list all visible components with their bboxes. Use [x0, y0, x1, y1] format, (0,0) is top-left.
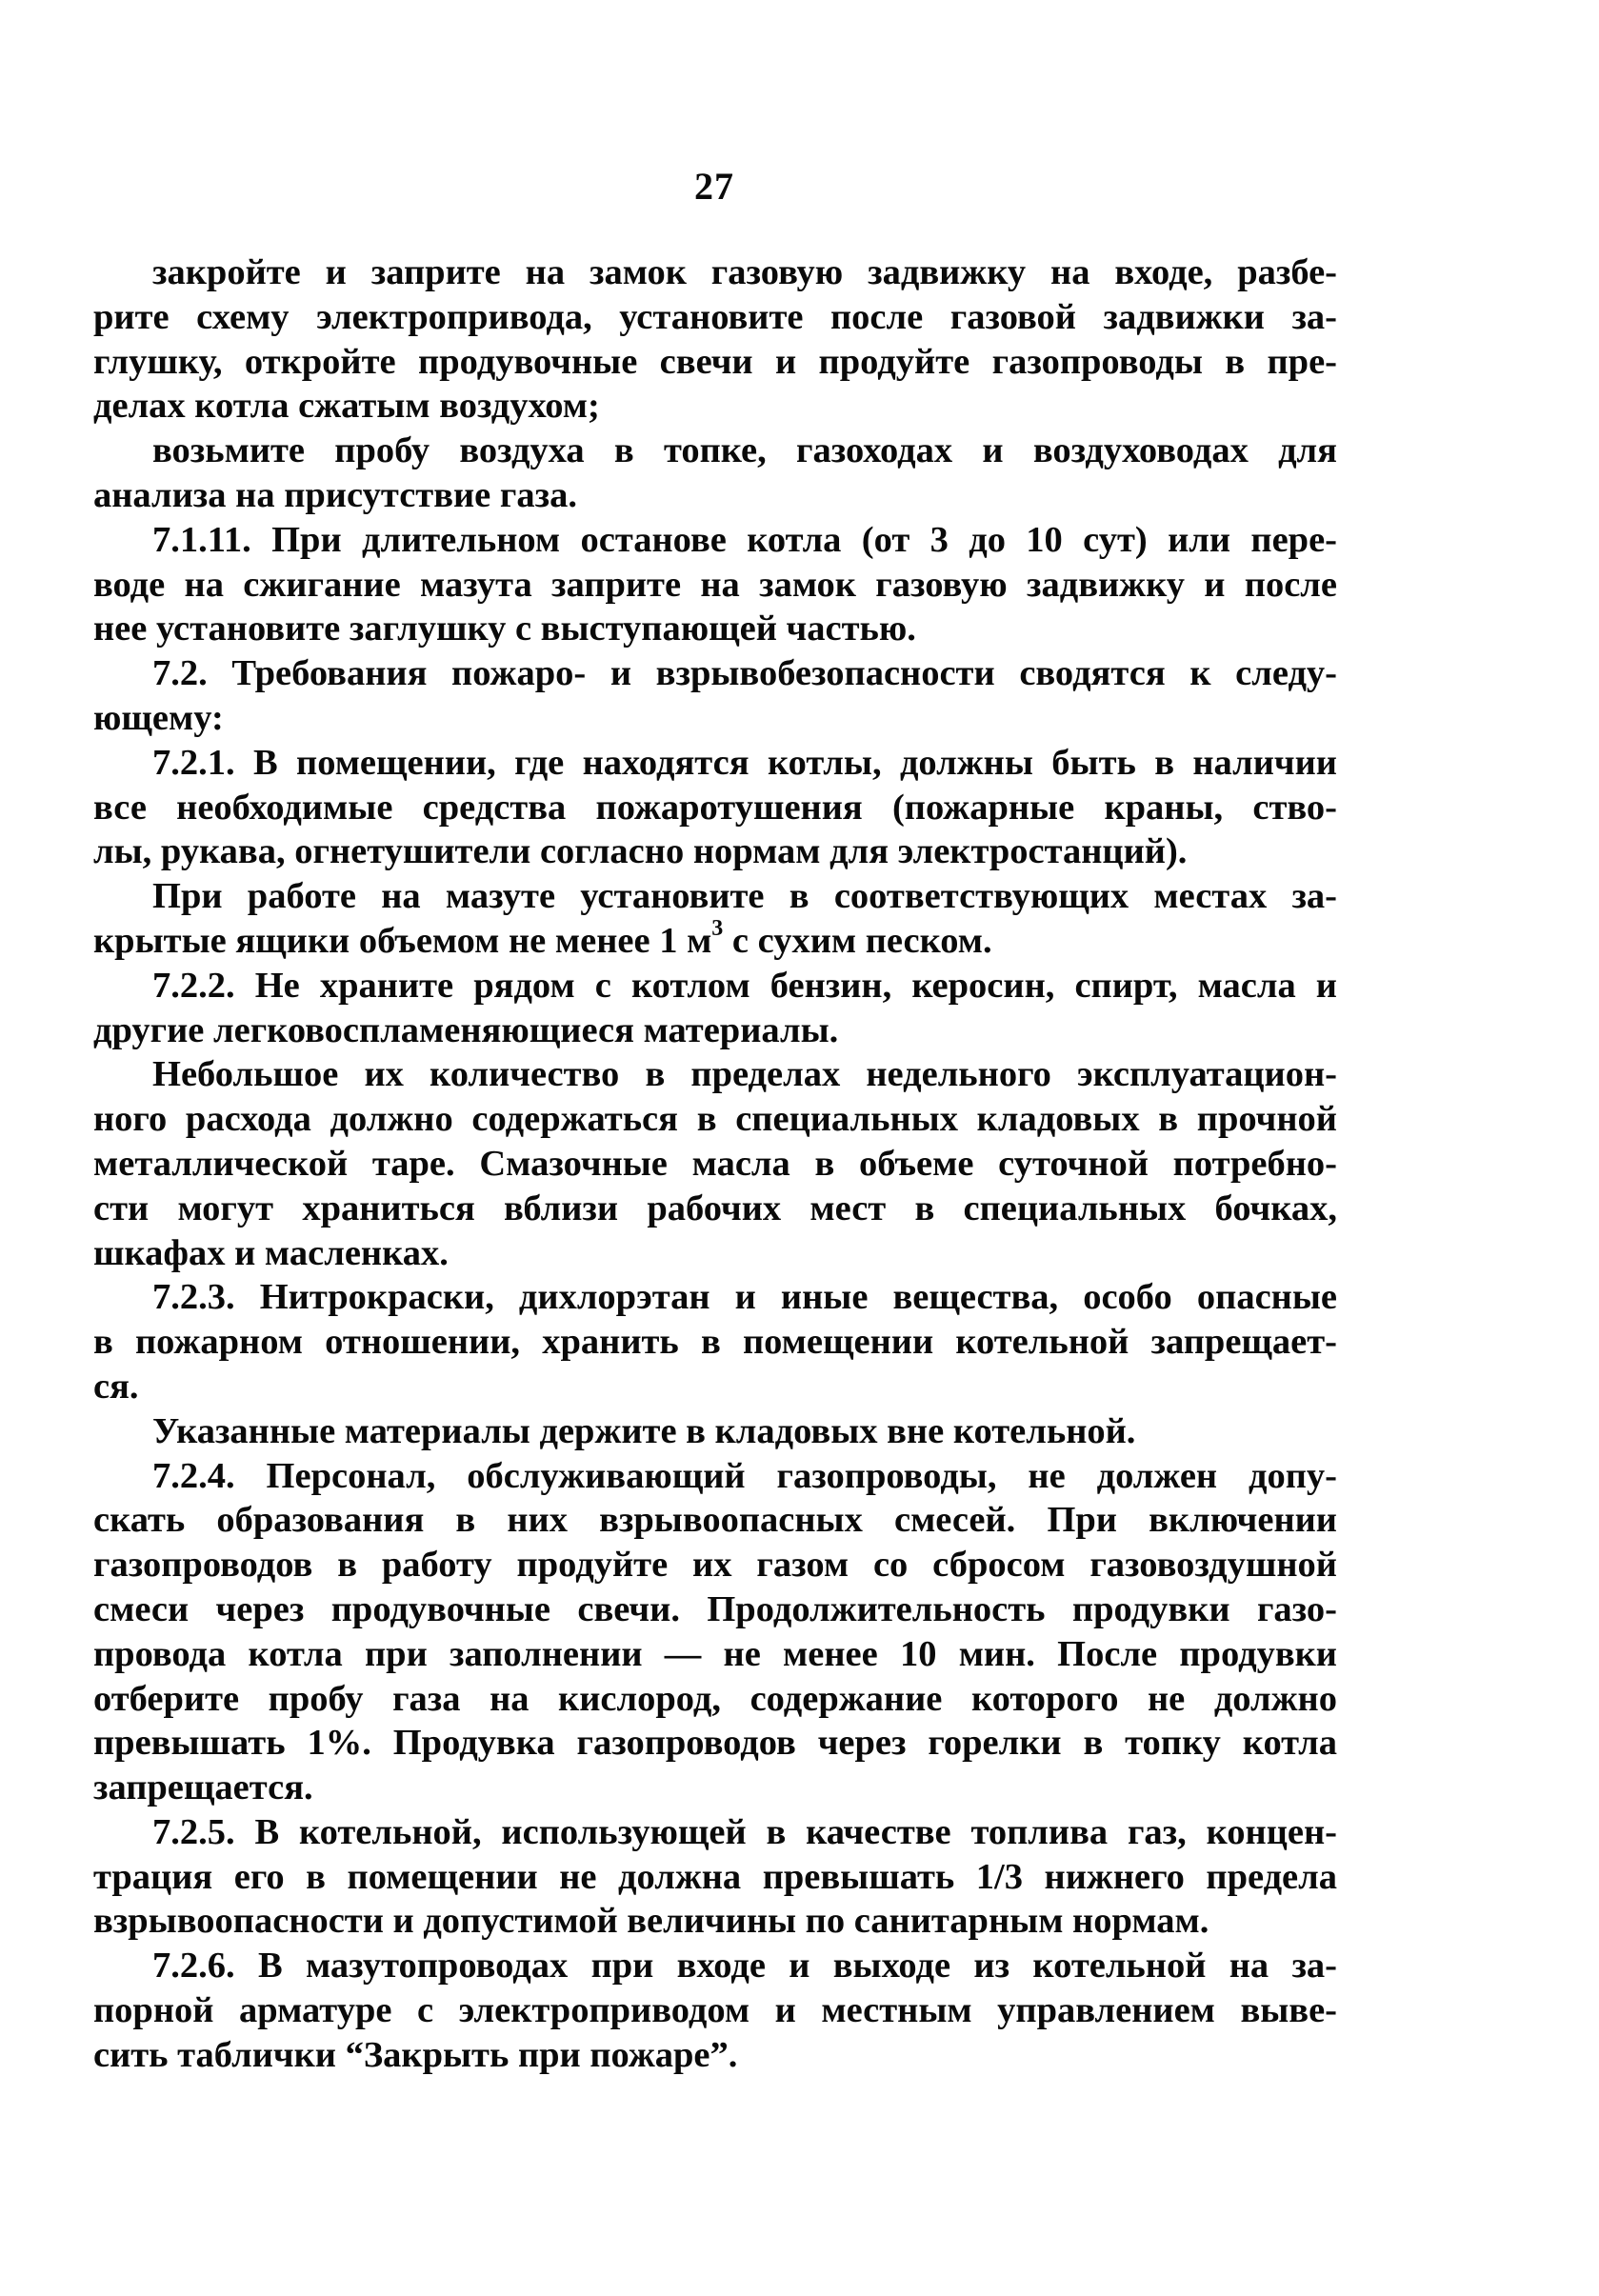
text-line-content: все необходимые средства пожаротушения (пожарные краны, ство- — [93, 787, 1337, 828]
text-line — [93, 786, 1337, 830]
text-line-content: ного расхода должно содержаться в специальных кладовых в прочной — [93, 1099, 1337, 1140]
text-line — [93, 250, 1337, 295]
text-line — [93, 696, 1337, 741]
text-line — [93, 1721, 1337, 1766]
text-line-content: 7.2.5. В котельной, использующей в качестве топлива газ, концен- — [152, 1811, 1337, 1852]
text-line-content: сить таблички “Закрыть при пожаре”. — [93, 2034, 738, 2075]
text-line-content: взрывоопасности и допустимой величины по санитарным нормам. — [93, 1901, 1209, 1942]
text-line-content: 7.2.2. Не храните рядом с котлом бензин, керосин, спирт, масла и — [152, 965, 1337, 1006]
text-line-content: 7.2.4. Персонал, обслуживающий газопроводы, не должен допу- — [152, 1455, 1337, 1496]
text-line-content: другие легковоспламеняющиеся материалы. — [93, 1009, 839, 1050]
text-line-content: ющему: — [93, 697, 224, 738]
text-line-content: шкафах и масленках. — [93, 1232, 449, 1273]
text-line-content: 7.2.6. В мазутопроводах при входе и выходе из котельной на за- — [152, 1946, 1337, 1987]
text-line-content: смеси через продувочные свечи. Продолжительность продувки газо- — [93, 1588, 1337, 1629]
text-line-content: отберите пробу газа на кислород, содержание которого не должно — [93, 1678, 1337, 1719]
text-line-content: газопроводов в работу продуйте их газом со сбросом газовоздушной — [93, 1545, 1337, 1586]
text-line — [93, 1944, 1337, 1988]
text-line-content: нее установите заглушку с выступающей частью. — [93, 609, 916, 649]
text-line-content: 7.1.11. При длительном останове котла (от 3 до 10 сут) или пере- — [152, 519, 1337, 560]
text-line-content: трация его в помещении не должна превышать 1/3 нижнего предела — [93, 1856, 1337, 1897]
text-line-content: в пожарном отношении, хранить в помещении котельной запрещает- — [93, 1322, 1337, 1363]
text-line-content: рите схему электропривода, установите после газовой задвижки за- — [93, 296, 1337, 337]
text-line — [93, 1231, 1337, 1276]
text-line-content: запрещается. — [93, 1767, 313, 1808]
text-line — [93, 1677, 1337, 1722]
text-line-content: возьмите пробу воздуха в топке, газоходах и воздуховодах для — [152, 430, 1337, 471]
text-line-content: Указанные материалы держите в кладовых вне котельной. — [152, 1410, 1136, 1451]
text-line-content: скать образования в них взрывоопасных смесей. При включении — [93, 1500, 1337, 1541]
text-line — [93, 1097, 1337, 1142]
text-line-content: металлической таре. Смазочные масла в объеме суточной потребно- — [93, 1143, 1337, 1184]
text-line — [93, 340, 1337, 385]
body-text — [93, 250, 1337, 2078]
text-line — [93, 1899, 1337, 1944]
text-line-content: сти могут храниться вблизи рабочих мест в специальных бочках, — [93, 1188, 1337, 1228]
text-line-content: 7.2.3. Нитрокраски, дихлорэтан и иные вещества, особо опасные — [152, 1277, 1337, 1318]
text-line — [93, 1275, 1337, 1320]
text-line — [93, 563, 1337, 608]
text-line-content: анализа на присутствие газа. — [93, 474, 577, 515]
text-line-content: лы, рукава, огнетушители согласно нормам для электростанций). — [93, 831, 1188, 872]
text-line — [93, 295, 1337, 340]
text-line — [93, 1008, 1337, 1053]
text-line-content: закройте и заприте на замок газовую задвижку на входе, разбе- — [152, 252, 1337, 292]
text-line — [93, 429, 1337, 473]
text-line — [93, 1543, 1337, 1587]
text-line-content: делах котла сжатым воздухом; — [93, 386, 600, 427]
text-line-content: глушку, откройте продувочные свечи и продуйте газопроводы в пре- — [93, 341, 1337, 382]
text-line-content: воде на сжигание мазута заприте на замок газовую задвижку и после — [93, 564, 1337, 605]
text-line-content: крытые ящики объемом не менее 1 м — [93, 920, 712, 961]
text-line — [93, 651, 1337, 696]
text-line — [93, 607, 1337, 651]
superscript: 3 — [711, 916, 724, 942]
text-line — [93, 916, 1337, 964]
text-line — [93, 1855, 1337, 1900]
text-line — [93, 1766, 1337, 1810]
text-line-content: порной арматуре с электроприводом и местным управлением выве- — [93, 1990, 1337, 2031]
text-line-content: 7.2.1. В помещении, где находятся котлы, должны быть в наличии — [152, 742, 1337, 783]
text-line — [93, 473, 1337, 518]
text-line — [93, 829, 1337, 874]
text-line — [93, 1498, 1337, 1543]
text-line-content: превышать 1%. Продувка газопроводов через горелки в топку котла — [93, 1723, 1337, 1764]
text-line-content: При работе на мазуте установите в соответствующих местах за- — [152, 876, 1337, 917]
text-line — [93, 1810, 1337, 1855]
text-line — [93, 1632, 1337, 1677]
text-line — [93, 1142, 1337, 1187]
text-line-continuation: с сухим песком. — [723, 920, 992, 961]
page-number: 27 — [694, 165, 734, 208]
text-line — [93, 1320, 1337, 1365]
text-line — [93, 384, 1337, 429]
text-line-content: ся. — [93, 1366, 139, 1407]
text-line — [93, 874, 1337, 919]
text-line-content: 7.2. Требования пожаро- и взрывобезопасности сводятся к следу- — [152, 653, 1337, 694]
text-line-content: провода котла при заполнении — не менее 10 мин. После продувки — [93, 1633, 1337, 1674]
text-line — [93, 1052, 1337, 1097]
text-line — [93, 1365, 1337, 1409]
text-line — [93, 2033, 1337, 2078]
text-line — [93, 1454, 1337, 1499]
text-line — [93, 1988, 1337, 2033]
text-line — [93, 1187, 1337, 1231]
text-line — [93, 518, 1337, 563]
text-line — [93, 1587, 1337, 1632]
text-line — [93, 964, 1337, 1008]
text-line — [93, 1409, 1337, 1454]
text-line-content: Небольшое их количество в пределах недельного эксплуатацион- — [152, 1054, 1337, 1095]
text-line — [93, 741, 1337, 786]
